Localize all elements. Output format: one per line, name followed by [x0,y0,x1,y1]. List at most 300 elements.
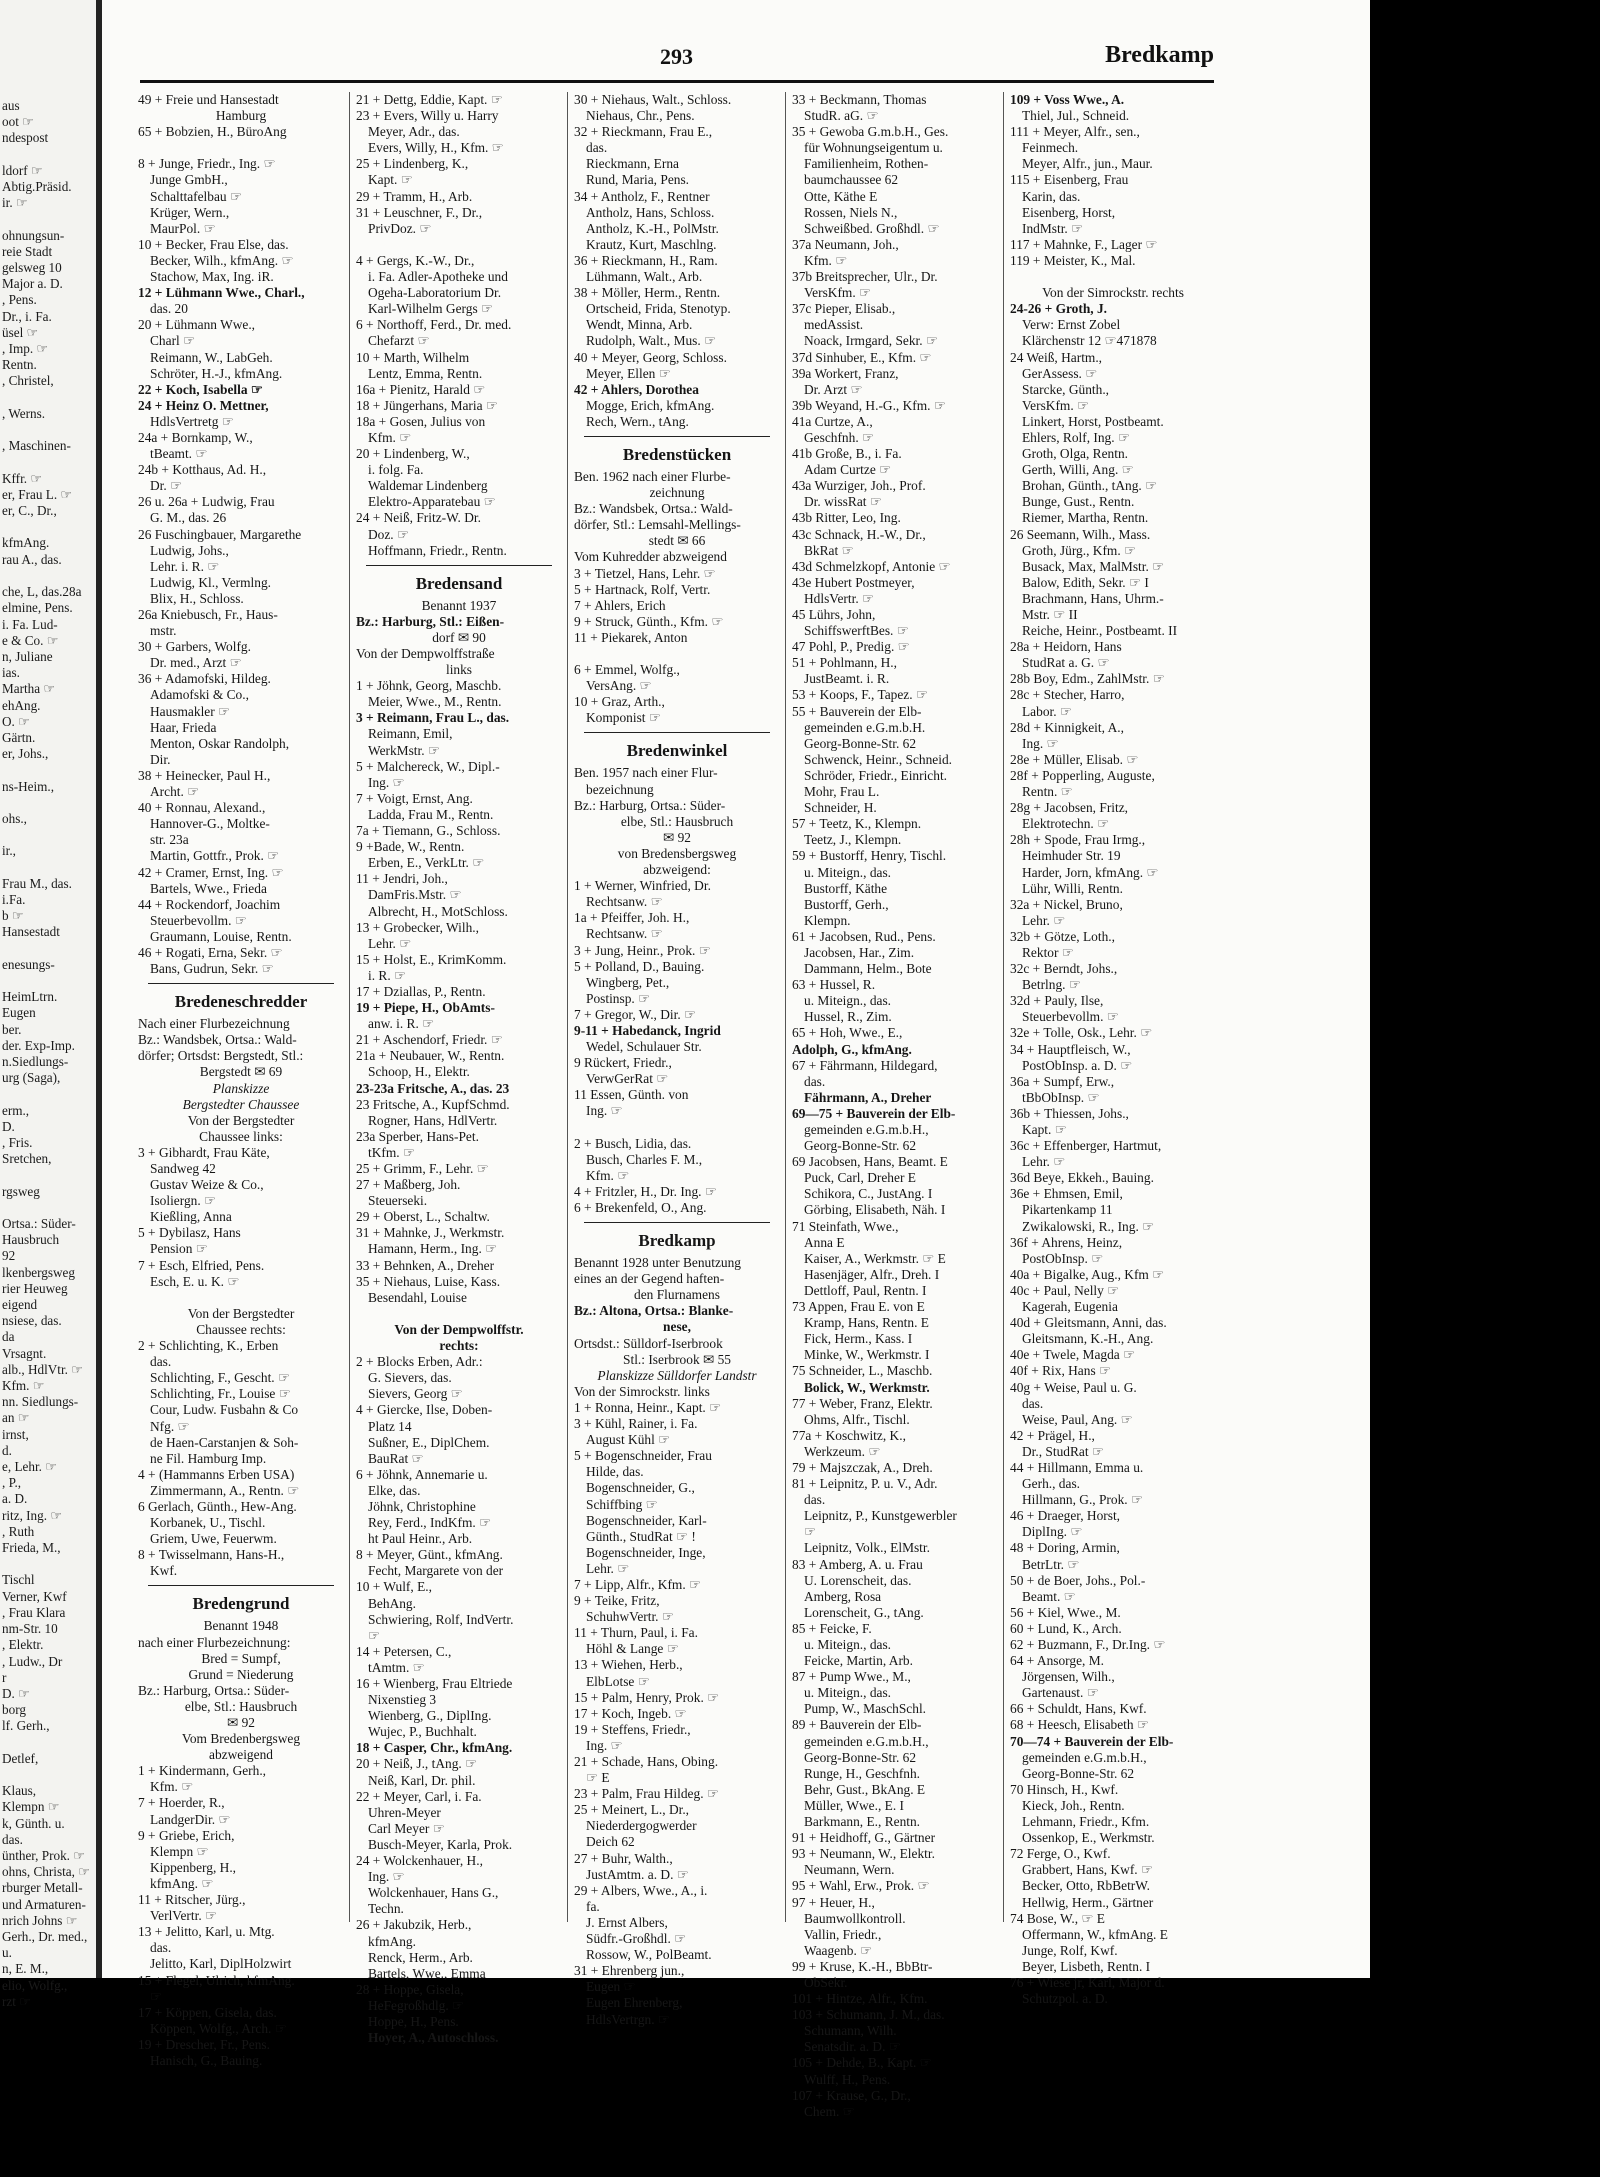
previous-page-line [0,1167,90,1183]
directory-entry: 119 + Meister, K., Mal. [1010,252,1136,268]
plan-note: Planskizze [212,1080,270,1096]
directory-entry: 32d + Pauly, Ilse, [1010,993,1104,1009]
directory-entry: ☞ E [586,1770,610,1786]
directory-entry: 2 + Busch, Lidia, das. [574,1135,692,1151]
previous-page-line: reie Stadt [2,243,53,259]
previous-page-line: i. Fa. Lud- [2,616,58,632]
directory-entry: abzweigend [209,1747,273,1763]
directory-entry: 24b + Kotthaus, Ad. H., [138,462,267,478]
directory-entry: Waldemar Lindenberg [368,478,488,494]
directory-entry: HdlsVertrgn. ☞ [586,2011,670,2027]
directory-entry: ne Fil. Hamburg Imp. [150,1450,267,1466]
directory-entry: 38 + Heinecker, Paul H., [138,767,271,783]
directory-entry: 18a + Gosen, Julius von [356,413,486,429]
previous-page-line: Verner, Kwf [2,1588,67,1604]
directory-entry: das. [1022,1395,1044,1411]
directory-entry: 40e + Twele, Magda ☞ [1010,1347,1136,1363]
book-gutter [96,0,102,1978]
directory-entry: 62 + Buzmann, F., Dr.Ing. ☞ [1010,1637,1166,1652]
directory-entry: Martin, Gottfr., Prok. ☞ [150,848,280,864]
directory-entry: Teetz, J., Klempn. [804,832,902,848]
previous-page-line: nn. Siedlungs- [2,1394,79,1410]
directory-entry: 32a + Nickel, Bruno, [1010,896,1123,912]
previous-page-line: , Elektr. [2,1637,44,1653]
directory-entry: Wingberg, Pet., [586,974,670,990]
directory-entry: Bergstedt ✉ 69 [199,1064,283,1080]
previous-page-line: ias. [2,665,20,681]
section-divider [584,1222,770,1223]
directory-entry: Postinsp. ☞ [586,990,651,1006]
directory-entry: Ehlers, Rolf, Ing. ☞ [1022,429,1130,445]
previous-page-line: ns-Heim., [2,778,55,794]
previous-page-line: urg (Saga), [2,1070,61,1086]
directory-entry: Hannover-G., Moltke- [150,816,270,832]
directory-entry: Schwenck, Heinr., Schneid. [804,751,953,767]
directory-entry: Kaiser, A., Werkmstr. ☞ E [804,1250,946,1266]
directory-entry: Steuerbevollm. ☞ [1022,1009,1119,1025]
column-4 [792,92,998,2120]
directory-entry: 70—74 + Bauverein der Elb- [1010,1733,1174,1749]
previous-page-line: Rentn. [2,357,37,373]
directory-entry: das. [804,1073,826,1089]
directory-entry: Dr. wissRat ☞ [804,494,882,510]
directory-entry: Vallin, Friedr., [804,1926,882,1942]
directory-entry: Schweißbed. Großhdl. ☞ [804,220,940,236]
directory-entry: LandgerDir. ☞ [150,1811,231,1827]
directory-entry: Menton, Oskar Randolph, [150,735,290,751]
directory-entry: Familienheim, Rothen- [804,156,929,172]
directory-entry: Gerh., das. [1022,1476,1081,1492]
directory-entry: Zwikalowski, R., Ing. ☞ [1022,1218,1155,1234]
directory-entry: tAmtm. ☞ [368,1659,425,1675]
directory-entry: VerlVertr. ☞ [150,1908,218,1924]
directory-entry: das. [150,1940,172,1956]
directory-entry [574,1120,780,1136]
directory-entry: Senatsdir. a. D. ☞ [804,2039,901,2055]
directory-entry: Brachmann, Hans, Uhrm.- [1022,590,1164,606]
directory-entry: Lorenscheit, G., tAng. [804,1604,924,1620]
previous-page-line: ohnungsun- [2,227,65,243]
directory-entry: Klärchenstr 12 ☞471878 [1022,333,1157,349]
directory-entry: Ing. ☞ [368,1869,405,1885]
directory-entry: MaurPol. ☞ [150,220,216,236]
directory-entry: 10 + Marth, Wilhelm [356,349,470,365]
directory-entry: SchiffswerftBes. ☞ [804,623,909,639]
directory-entry: 19 + Drescher, Fr., Pens. [138,2036,270,2052]
street-heading: Bredeneschredder [174,992,308,1012]
section-divider [148,983,334,984]
directory-entry: Charl ☞ [150,333,196,349]
directory-entry: Müller, Wwe., E. I [804,1797,904,1813]
directory-entry: 70 Hinsch, H., Kwf. [1010,1781,1119,1797]
directory-entry: ☞ [150,1988,163,2004]
previous-page-line: Frau M., das. [2,875,72,891]
directory-entry: JustAmtm. a. D. ☞ [586,1866,689,1882]
previous-page-line: rzt ☞ [2,1993,32,2009]
directory-entry: Bz.: Altona, Ortsa.: Blanke- [574,1303,734,1319]
directory-entry: 107 + Krause, G., Dr., [792,2087,911,2103]
directory-entry: Erben, E., VerkLtr. ☞ [368,855,485,871]
directory-entry: Groth, Jürg., Kfm. ☞ [1022,542,1137,558]
directory-entry [574,646,780,662]
directory-entry: Niehaus, Chr., Pens. [586,108,695,124]
directory-entry: 35 + Niehaus, Luise, Kass. [356,1273,501,1289]
directory-entry: 37d Sinhuber, E., Kfm. ☞ [792,349,932,365]
directory-entry: Ing. ☞ [368,774,405,790]
directory-entry: Höhl & Lange ☞ [586,1641,679,1657]
page-header [140,38,1214,78]
directory-entry: Neiß, Karl, Dr. phil. [368,1772,476,1788]
directory-entry: PostObInsp. ☞ [1022,1250,1104,1266]
directory-entry: Von der Dempwolffstraße [356,646,495,661]
previous-page-line [0,519,90,535]
directory-entry: dörfer, Stl.: Lemsahl-Mellings- [574,517,741,533]
directory-entry: 3 + Reimann, Frau L., das. [356,710,510,726]
previous-page-line: nsiese, das. [2,1313,62,1329]
directory-entry: u. Miteign., das. [804,993,892,1009]
directory-entry: Hellwig, Herm., Gärtner [1022,1894,1154,1910]
directory-entry: 55 + Bauverein der Elb- [792,703,922,719]
previous-page-line: das. [2,1831,23,1847]
directory-entry: Meyer, Adr., das. [368,124,460,140]
directory-entry: Schwiering, Rolf, IndVertr. [368,1611,514,1627]
previous-page-line [0,454,90,470]
directory-entry: 13 + Jelitto, Karl, u. Mtg. [138,1924,275,1940]
directory-entry: 24-26 + Groth, J. [1010,301,1108,317]
directory-entry [356,237,562,253]
directory-entry: 28b Boy, Edm., ZahlMstr. ☞ [1010,671,1165,687]
directory-entry: nach einer Flurbezeichnung: [138,1634,291,1650]
directory-entry: Schiffbing ☞ [586,1496,658,1512]
directory-entry: Fick, Herm., Kass. I [804,1331,913,1347]
directory-entry: Hillmann, G., Prok. ☞ [1022,1492,1143,1508]
directory-entry: VersKfm. ☞ [804,285,872,301]
previous-page-line [0,1200,90,1216]
directory-entry: 31 + Mahnke, J., Werkmstr. [356,1225,505,1241]
directory-entry: das. [586,140,608,156]
previous-page-line [0,390,90,406]
directory-entry: 7 + Gregor, W., Dir. ☞ [574,1006,697,1022]
directory-entry: Hoffmann, Friedr., Rentn. [368,542,507,558]
directory-entry: Kramp, Hans, Rentn. E [804,1315,929,1331]
directory-entry: 47 Pohl, P., Predig. ☞ [792,639,910,655]
directory-entry: 2 + Schlichting, K., Erben [138,1338,279,1354]
section-divider [148,1585,334,1586]
directory-entry: 28a + Heidorn, Hans [1010,639,1122,655]
directory-entry: 4 + Gergs, K.-W., Dr., [356,252,475,268]
directory-entry: 35 + Gewoba G.m.b.H., Ges. [792,124,949,140]
directory-entry: Rektor ☞ [1022,944,1074,960]
previous-page-line: Tischl [2,1572,35,1588]
directory-entry: Balow, Edith, Sekr. ☞ I [1022,574,1149,590]
directory-entry: u. Miteign., das. [804,864,892,880]
directory-entry: Baumwollkontroll. [804,1910,906,1926]
directory-entry: 65 + Bobzien, H., BüroAng [138,124,287,140]
directory-entry: 3 + Tietzel, Hans, Lehr. ☞ [574,565,716,581]
directory-entry: Hilde, das. [586,1464,644,1480]
directory-entry: Ohms, Alfr., Tischl. [804,1411,910,1427]
section-divider [366,565,552,566]
directory-entry: 69—75 + Bauverein der Elb- [792,1105,956,1121]
previous-page-line: D. [2,1118,15,1134]
directory-entry: Neumann, Wern. [804,1862,895,1878]
previous-page-line: Kfm. ☞ [2,1378,45,1394]
previous-page-line: r [2,1669,7,1685]
previous-page-line: ehAng. [2,697,41,713]
directory-entry: 10 + Graz, Arth., [574,694,665,710]
directory-entry: Kagerah, Eugenia [1022,1299,1118,1315]
directory-entry: 26a Kniebusch, Fr., Haus- [138,607,278,622]
directory-entry: 26 Fuschingbauer, Margarethe [138,526,302,542]
directory-entry: 40g + Weise, Paul u. G. [1010,1379,1137,1395]
directory-entry: 89 + Bauverein der Elb- [792,1717,922,1733]
directory-entry: 49 + Freie und Hansestadt [138,92,279,107]
directory-entry: Bred = Sumpf, [201,1650,281,1666]
directory-entry: Sievers, Georg ☞ [368,1386,463,1402]
previous-page-line: er, Frau L. ☞ [2,486,73,502]
directory-entry: Ogeha-Laboratorium Dr. [368,285,502,301]
directory-entry: Meyer, Ellen ☞ [586,365,671,381]
directory-entry: 41b Große, B., i. Fa. [792,446,902,462]
directory-entry: 1a + Pfeiffer, Joh. H., [574,910,690,926]
directory-entry: 3 + Jung, Heinr., Prok. ☞ [574,942,711,958]
plan-note: Planskizze Sülldorfer Landstr [597,1367,757,1383]
directory-entry: nese, [663,1319,691,1335]
directory-entry: Jöhnk, Christophine [368,1498,476,1514]
directory-entry: Bz.: Harburg, Stl.: Eißen- [356,613,505,629]
directory-entry: JustBeamt. i. R. [804,671,890,687]
directory-entry: 10 + Becker, Frau Else, das. [138,236,289,252]
directory-entry: Amberg, Rosa [804,1588,882,1604]
previous-page-line [0,568,90,584]
directory-entry: 12 + Lühmann Wwe., Charl., [138,285,305,301]
directory-entry: Dr. ☞ [150,478,183,494]
column-3 [574,92,780,2028]
directory-entry: Besendahl, Louise [368,1289,467,1305]
directory-entry: 51 + Pohlmann, H., [792,655,898,671]
directory-entry: Bartels, Wwe., Emma [368,1965,486,1981]
directory-entry: Noack, Irmgard, Sekr. ☞ [804,333,938,349]
directory-entry: Carl Meyer ☞ [368,1820,445,1836]
previous-page-line: Ortsa.: Süder- [2,1216,76,1232]
directory-entry: 2 + Blocks Erben, Adr.: [356,1354,483,1370]
directory-entry: BkRat ☞ [804,542,854,558]
directory-entry: Meyer, Alfr., jun., Maur. [1022,156,1153,172]
directory-entry: Görbing, Elisabeth, Näh. I [804,1202,946,1218]
directory-entry: 1 + Kindermann, Gerh., [138,1763,267,1779]
directory-entry: Lehr. ☞ [1022,1154,1066,1170]
directory-entry: rechts: [439,1338,479,1354]
directory-entry: 79 + Majszczak, A., Dreh. [792,1459,933,1475]
directory-entry: ElbLotse ☞ [586,1673,650,1689]
directory-entry: Pension ☞ [150,1241,208,1257]
directory-entry: Rossen, Niels N., [804,204,898,220]
directory-entry: 28f + Popperling, Auguste, [1010,767,1155,783]
directory-entry: Karl-Wilhelm Gergs ☞ [368,301,494,317]
street-heading: Bredengrund [192,1594,290,1614]
directory-entry: 7 + Ahlers, Erich [574,597,666,613]
directory-entry: Dr. med., Arzt ☞ [150,655,242,671]
directory-entry: 1 + Jöhnk, Georg, Maschb. [356,678,502,694]
directory-entry: 27 + Buhr, Walth., [574,1850,673,1866]
directory-entry: 75 Schneider, L., Maschb. [792,1363,933,1379]
directory-entry: SchuhwVertr. ☞ [586,1609,674,1625]
directory-entry: 42 + Ahlers, Dorothea [574,381,699,397]
directory-entry: baumchaussee 62 [804,172,899,188]
directory-entry: 71 Steinfath, Wwe., [792,1218,899,1234]
previous-page-line: ritz, Ing. ☞ [2,1507,63,1523]
previous-page-line: , Imp. ☞ [2,341,49,357]
directory-entry: Pikartenkamp 11 [1022,1202,1113,1218]
directory-entry: 91 + Heidhoff, G., Gärtner [792,1830,936,1846]
directory-entry: Vom Bredenbergsweg [181,1731,301,1747]
directory-entry: Schröter, H.-J., kfmAng. [150,365,283,381]
directory-entry: 36 + Adamofski, Hildeg. [138,671,271,687]
directory-entry: 41a Curtze, A., [792,413,873,429]
directory-entry: Günth., StudRat ☞ ! [586,1528,696,1544]
directory-entry: 26 + Jakubzik, Herb., [356,1917,472,1933]
directory-entry: 11 Essen, Günth. von [574,1087,689,1103]
directory-entry: 28 + Hoppe, Gisela, [356,1981,464,1997]
directory-entry: ht Paul Heinr., Arb. [368,1531,473,1547]
previous-page-line: rburger Metall- [2,1880,83,1896]
directory-entry: i. R. ☞ [368,967,407,983]
directory-entry: Ludwig, Kl., Vermlng. [150,574,272,590]
previous-page-line: irnst, [2,1426,29,1442]
previous-page-line [0,973,90,989]
directory-entry: 44 + Rockendorf, Joachim [138,896,281,912]
directory-entry: Bz.: Harburg, Ortsa.: Süder- [574,797,726,813]
directory-entry: GerAssess. ☞ [1022,365,1098,381]
previous-page-line [0,211,90,227]
directory-entry: 93 + Neumann, W., Elektr. [792,1846,935,1862]
directory-entry: 16 + Wienberg, Frau Eltriede [356,1676,513,1691]
directory-entry: 5 + Hartnack, Rolf, Vertr. [574,581,711,597]
previous-page-line [0,147,90,163]
previous-page-line: u. [2,1945,12,1961]
directory-entry: 77a + Koschwitz, K., [792,1427,906,1443]
previous-page-line: Abtig.Präsid. [2,179,72,195]
previous-page-line: Gärtn. [2,729,36,745]
previous-page-line: , Werns. [2,405,46,421]
directory-entry: Graumann, Louise, Rentn. [150,928,292,944]
directory-entry: Rieckmann, Erna [586,156,679,172]
directory-entry: 4 + Giercke, Ilse, Doben- [356,1402,493,1418]
directory-entry: Fecht, Margarete von der [368,1563,504,1579]
directory-entry: 66 + Schuldt, Hans, Kwf. [1010,1701,1147,1717]
directory-entry: Bogenschneider, Inge, [586,1544,706,1560]
directory-entry: Grabbert, Hans, Kwf. ☞ [1022,1862,1153,1878]
previous-page-line [0,941,90,957]
directory-entry: Bz.: Harburg, Ortsa.: Süder- [138,1682,290,1698]
directory-entry: 8 + Meyer, Günt., kfmAng. [356,1547,503,1563]
directory-entry: Schumann, Wilh. [804,2023,897,2039]
directory-entry: G. Sievers, das. [368,1370,452,1386]
directory-entry: Beyer, Lisbeth, Rentn. I [1022,1958,1151,1974]
directory-entry: 7 + Voigt, Ernst, Ang. [356,790,473,806]
directory-entry: 56 + Kiel, Wwe., M. [1010,1604,1121,1620]
directory-entry: fa. [586,1898,600,1914]
plan-note: Bergstedter Chaussee [182,1096,300,1112]
directory-entry: 48 + Doring, Armin, [1010,1540,1120,1556]
directory-entry: Schoop, H., Elektr. [368,1064,470,1080]
directory-entry: Rechtsanw. ☞ [586,926,663,942]
directory-entry: Rechtsanw. ☞ [586,894,663,910]
directory-entry: i. Fa. Adler-Apotheke und [368,269,508,285]
column-2 [356,92,562,2046]
directory-entry: 34 + Antholz, F., Rentner [574,188,710,204]
directory-entry: 115 + Eisenberg, Frau [1010,172,1129,188]
previous-page-line: eigend [2,1297,38,1313]
directory-entry: kfmAng. [368,1933,416,1949]
directory-entry: Brohan, Günth., tAng. ☞ [1022,478,1158,494]
directory-entry: tKfm. ☞ [368,1144,415,1160]
directory-entry: BehAng. [368,1595,416,1611]
directory-entry: 23a Sperber, Hans-Pet. [356,1128,479,1144]
previous-page-line: , Pens. [2,292,37,308]
directory-entry: Chefarzt ☞ [368,333,430,349]
directory-entry: Lehr. ☞ [586,1560,630,1576]
previous-page-line: Major a. D. [2,276,63,292]
directory-entry: 43c Schnack, H.-W., Dr., [792,526,926,542]
previous-page-line: a. D. [2,1491,28,1507]
directory-entry: Georg-Bonne-Str. 62 [804,1138,917,1154]
previous-page-line: d. [2,1442,12,1458]
directory-entry: gemeinden e.G.m.b.H., [1022,1749,1147,1765]
directory-entry: Schutzpol. a. D. [1022,1991,1108,2007]
directory-entry: 43b Ritter, Leo, Ing. [792,510,901,526]
directory-entry: Waagenb. ☞ [804,1942,873,1958]
directory-entry: Hoppe, H., Pens. [368,2013,459,2029]
directory-entry: BetrLtr. ☞ [1022,1556,1080,1572]
directory-entry: Ben. 1962 nach einer Flurbe- [574,468,731,484]
previous-page-line: gelsweg 10 [2,260,62,276]
previous-page-line: HeimLtrn. [2,989,58,1005]
directory-entry: Heimhuder Str. 19 [1022,848,1121,864]
directory-entry: IndMstr. ☞ [1022,220,1084,236]
directory-entry: 6 + Brekenfeld, O., Ang. [574,1200,707,1215]
directory-entry: Georg-Bonne-Str. 62 [1022,1765,1135,1781]
previous-page-line: aus [2,98,20,113]
directory-entry: 65 + Hoh, Wwe., E., [792,1025,903,1041]
directory-entry: Weise, Paul, Ang. ☞ [1022,1411,1133,1427]
previous-page-line: ldorf ☞ [2,162,43,178]
directory-entry: DiplIng. ☞ [1022,1524,1083,1540]
directory-entry: Archt. ☞ [150,784,200,800]
previous-page-line: , Frau Klara [2,1604,66,1620]
directory-entry: Steuerbevollm. ☞ [150,912,247,928]
directory-entry [1010,269,1216,285]
directory-entry: 67 + Fährmann, Hildegard, [792,1057,938,1073]
directory-columns [138,92,1218,2119]
directory-entry: Becker, Wilh., kfmAng. ☞ [150,252,294,268]
directory-entry: 103 + Schumann, J. M., das. [792,2007,945,2023]
directory-entry: das. 20 [150,301,188,317]
directory-entry: 15 + Palm, Henry, Prok. ☞ [574,1689,720,1705]
directory-entry: 15 + Holst, E., KrimKomm. [356,951,507,967]
directory-entry: ☞ [804,1524,817,1540]
directory-entry: 26 u. 26a + Ludwig, Frau [138,494,275,510]
directory-entry: Dr. Arzt ☞ [804,381,863,397]
directory-entry: 68 + Heesch, Elisabeth ☞ [1010,1717,1149,1733]
directory-entry: 16a + Pienitz, Harald ☞ [356,381,486,397]
directory-entry: Chaussee links: [199,1128,283,1144]
directory-entry: 45 Lührs, John, [792,607,876,622]
previous-page-line: Klaus, [2,1783,37,1799]
directory-entry: Kießling, Anna [150,1209,232,1225]
directory-entry: Schneider, H. [804,800,877,816]
directory-entry: VerwGerRat ☞ [586,1071,669,1087]
